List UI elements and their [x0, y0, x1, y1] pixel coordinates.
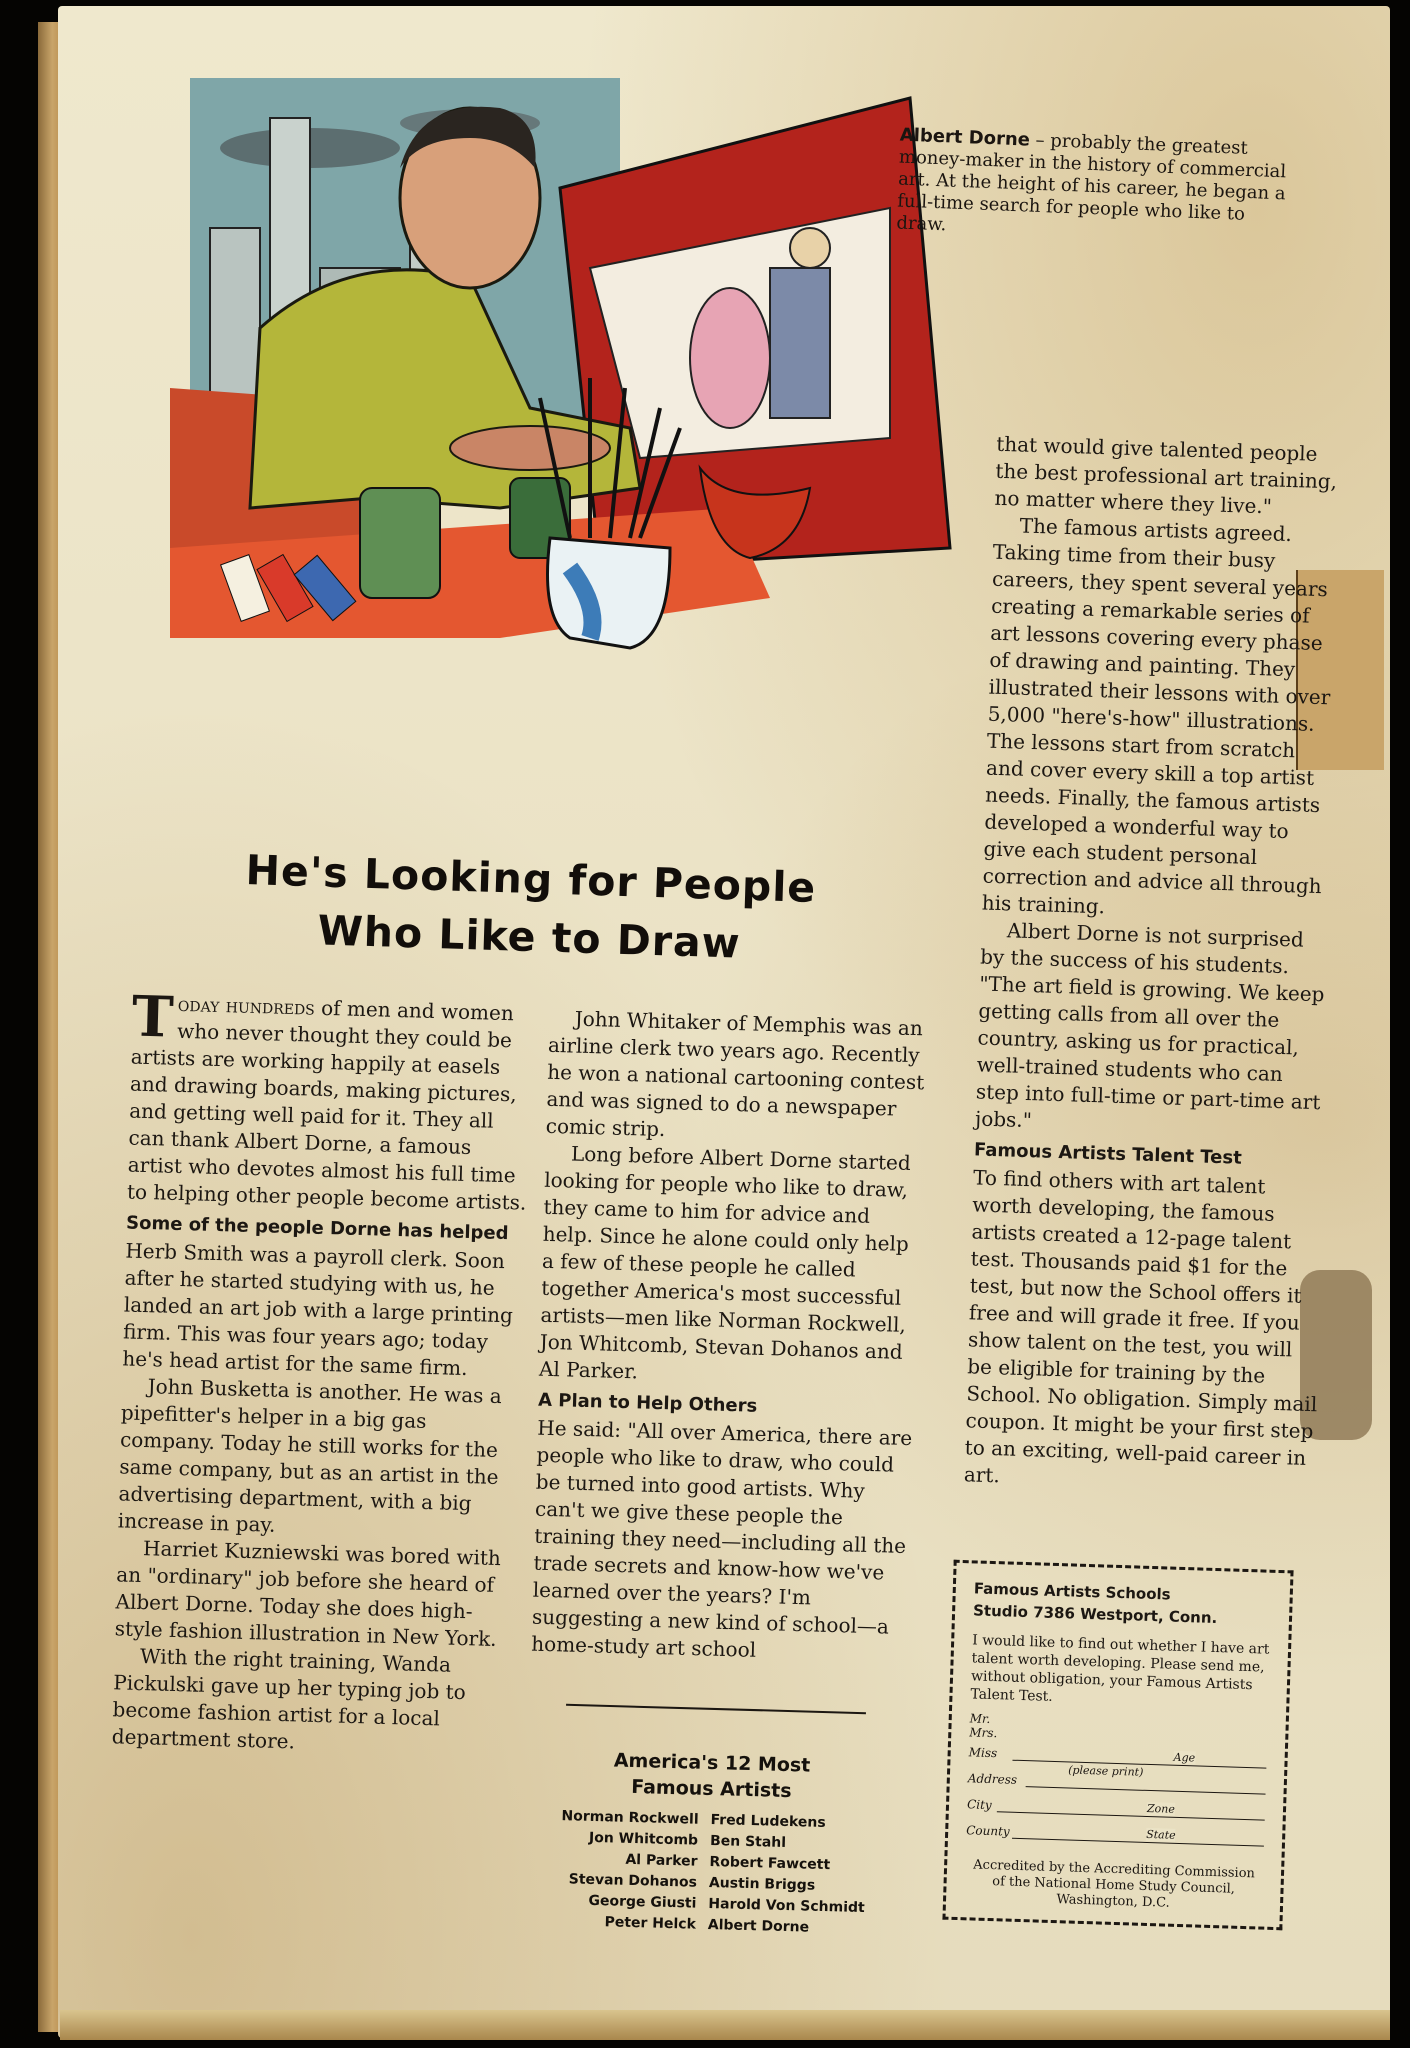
coupon-county-label: County: [966, 1823, 1010, 1839]
intro-smallcaps: oday hundreds: [177, 991, 316, 1020]
paragraph-artists-agreed: The famous artists agreed. Taking time from their busy careers, they spent several years creating a remarkable series of art lessons covering every phase of drawing and painting. They illustrated their lessons with over 5,000 "here's-how" illustrations. The lessons start from scratch and cover every skill a top artist needs. Finally, the famous artists developed a wonderful way to give each student personal correction and advice all through his training.: [981, 513, 1331, 919]
paragraph-wanda: With the right training, Wanda Pickulski gave up her typing job to become fashion artist for a local department store.: [111, 1644, 467, 1754]
paragraph-john-whitaker: John Whitaker of Memphis was an airline clerk two years ago. Recently he won a national cartooning contest and was signed to do a newspaper comic strip.: [545, 1006, 925, 1142]
paragraph-not-surprised: Albert Dorne is not surprised by the success of his students. "The art field is growing. We keep getting calls from all over the country, asking us for practical, well-trained students who can step into full-time or part-time art jobs.": [974, 918, 1325, 1133]
coupon-mr: Mr.: [969, 1711, 991, 1726]
paragraph-herb-smith: Herb Smith was a payroll clerk. Soon after he started studying with us, he landed an art job with a large printing firm. This was four years ago; today he's head artist for the same firm.: [122, 1238, 514, 1381]
drop-cap: T: [131, 983, 175, 1051]
paragraph-that-would: that would give talented people the best professional art training, no matter where they live.": [994, 431, 1338, 519]
illustration-caption: [896, 125, 1290, 250]
artist-name: Fred Ludekens: [710, 1812, 826, 1832]
coupon-miss: Miss: [968, 1745, 998, 1761]
artists-title-1: America's 12 Most: [613, 1749, 811, 1777]
column-3: [963, 431, 1348, 1500]
artist-name: Al Parker: [625, 1851, 698, 1870]
man-forearm: [450, 426, 610, 470]
artist-name: Stevan Dohanos: [568, 1871, 698, 1891]
column-1: [111, 983, 532, 1762]
coupon-state-label: State: [1146, 1827, 1176, 1842]
column-2: [531, 1005, 929, 1668]
coupon-accreditation: Accredited by the Accrediting Commission of the National Home Study Council, Washington, D.C.: [973, 1857, 1256, 1911]
intro-text: of men and women who never thought they could be artists are working happily at easels and drawing boards, making pictures, and getting well paid for it. They all can thank Albert Dorne, a famous artist who devotes almost his full time to helping other people become artists.: [126, 995, 527, 1215]
coupon-school: Famous Artists Schools: [973, 1579, 1171, 1604]
caption-text: – probably the greatest money-maker in the history of commercial art. At the height of his career, he began a full-time search for people who like to draw.: [896, 129, 1287, 236]
coupon-mrs: Mrs.: [969, 1725, 998, 1741]
albert-dorne-illustration: [170, 78, 970, 838]
sketch-dancer-woman: [690, 288, 770, 428]
paragraph-long-before: Long before Albert Dorne started looking for people who like to draw, they came to him for advice and help. Since he alone could only help a few of these people he called together America's most successful artists—men like Norman Rockwell, Jon Whitcomb, Stevan Dohanos and Al Parker.: [538, 1141, 912, 1384]
mail-coupon[interactable]: [942, 1560, 1293, 1931]
coupon-city-label: City: [966, 1797, 992, 1813]
artist-name: Robert Fawcett: [709, 1853, 831, 1874]
brush-jar: [548, 538, 671, 648]
artist-name: Harold Von Schmidt: [708, 1895, 865, 1917]
artist-name: Norman Rockwell: [561, 1808, 699, 1828]
coupon-body: I would like to find out whether I have art talent worth developing. Please send me, without obligation, your Famous Artists Talent Test.: [970, 1632, 1270, 1705]
headline-line-2: Who Like to Draw: [316, 906, 742, 968]
paragraph-john-busketta: John Busketta is another. He was a pipefitter's helper in a big gas company. Today he still works for the same company, but as an artist in the advertising department, with a big increase in pay.: [117, 1374, 503, 1537]
section-heading-plan: A Plan to Help Others: [537, 1389, 758, 1417]
paint-jar-stack: [360, 488, 440, 598]
section-heading-talent-test: Famous Artists Talent Test: [973, 1139, 1243, 1169]
sketch-dancer-man: [770, 268, 830, 418]
paragraph-talent-test: To find others with art talent worth developing, the famous artists created a 12-page talent test. Thousands paid $1 for the test, but now the School offers it free and will grade it free. If you show talent on the test, you will be eligible for training by the School. No obligation. Simply mail coupon. It might be your first step to an exciting, well-paid career in art.: [963, 1165, 1318, 1488]
artist-name: Peter Helck: [604, 1914, 697, 1933]
artist-name: Ben Stahl: [709, 1833, 787, 1851]
artists-title-2: Famous Artists: [630, 1775, 792, 1803]
artist-name: George Giusti: [588, 1892, 697, 1912]
artist-name: Austin Briggs: [708, 1874, 816, 1894]
artist-name: Jon Whitcomb: [588, 1829, 699, 1849]
artist-name: Albert Dorne: [707, 1916, 810, 1936]
section-heading-helped: Some of the people Dorne has helped: [125, 1212, 509, 1245]
coupon-please-print: (please print): [1067, 1763, 1144, 1779]
page-bottom-edge: [60, 2010, 1390, 2040]
headline-line-1: He's Looking for People: [244, 846, 817, 912]
paragraph-harriet: Harriet Kuzniewski was bored with an "ordinary" job before she heard of Albert Dorne. Today she does high-style fashion illustration in New York.: [114, 1536, 502, 1651]
coupon-zone-label: Zone: [1146, 1801, 1176, 1816]
headline: [178, 839, 881, 977]
intro-paragraph: [126, 983, 533, 1217]
coupon-age: Age: [1173, 1750, 1196, 1765]
caption-name: Albert Dorne: [899, 124, 1031, 151]
coupon-studio: Studio 7386 Westport, Conn.: [972, 1601, 1218, 1628]
coupon-address-label: Address: [967, 1771, 1018, 1787]
paragraph-he-said: He said: "All over America, there are people who like to draw, who could be turned into good artists. Why can't we give these people the training they need—including all the trade secrets and know-how we've learned over the years? I'm suggesting a new kind of school—a home-study art school: [531, 1415, 913, 1662]
famous-artists-list: [518, 1745, 903, 1941]
